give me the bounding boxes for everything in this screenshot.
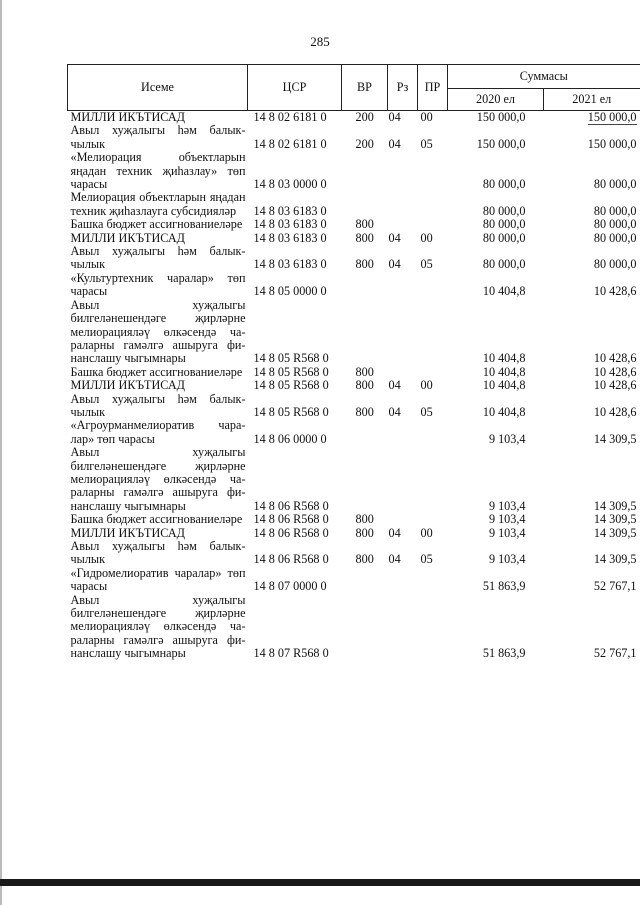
table-row (68, 218, 640, 231)
row-sum-2021 (544, 366, 640, 379)
row-rz: 04 (388, 552, 401, 567)
row-sum-2021-value: 52 767,1 (593, 646, 637, 661)
row-sum-2020-value: 9 103,4 (488, 431, 526, 446)
row-sum-2020 (448, 218, 544, 231)
row-sum-2020-value: 9 103,4 (488, 498, 526, 513)
row-csr: 14 8 05 R568 0 (253, 351, 329, 366)
row-sum-2021-value: 52 767,1 (593, 579, 637, 594)
row-csr: 14 8 03 6183 0 (253, 203, 327, 218)
row-sum-2021 (544, 232, 640, 245)
row-name: Башка бюджет ассигнованиеләре (70, 364, 243, 379)
row-name: МИЛЛИ ИКЪТИСАД (70, 230, 185, 245)
row-sum-2021-value: 14 309,5 (593, 431, 637, 446)
row-pr (418, 513, 448, 526)
row-vr (342, 191, 388, 218)
row-sum-2021 (544, 272, 640, 299)
table-row (68, 272, 640, 299)
row-rz: 04 (388, 230, 401, 245)
row-pr (418, 191, 448, 218)
row-sum-2021 (544, 446, 640, 513)
row-rz (388, 366, 418, 379)
row-sum-2020-value: 80 000,0 (482, 217, 526, 232)
row-sum-2020 (448, 594, 544, 661)
row-sum-2021 (544, 191, 640, 218)
row-sum-2020-value: 10 404,8 (482, 351, 526, 366)
table-row (68, 540, 640, 567)
row-sum-2021-value: 14 309,5 (593, 512, 637, 527)
row-sum-2021-value: 14 309,5 (593, 552, 637, 567)
table-row (68, 594, 640, 661)
row-sum-2021 (544, 567, 640, 594)
row-sum-2020-value: 80 000,0 (482, 230, 526, 245)
row-pr (418, 272, 448, 299)
row-vr: 200 (342, 111, 388, 125)
row-pr (418, 218, 448, 231)
scan-bottom-edge (0, 879, 640, 886)
row-sum-2021 (544, 393, 640, 420)
row-rz (388, 191, 418, 218)
row-rz (388, 299, 418, 366)
row-sum-2020-value: 80 000,0 (482, 203, 526, 218)
row-vr: 200 (355, 136, 374, 151)
row-sum-2021-value: 150 000,0 (587, 136, 637, 151)
row-vr (342, 272, 388, 299)
row-sum-2020 (448, 151, 544, 191)
row-vr: 800 (355, 525, 374, 540)
row-sum-2020 (448, 272, 544, 299)
row-rz (388, 419, 418, 446)
table-header (68, 65, 640, 111)
row-sum-2021-value: 10 428,6 (593, 364, 637, 379)
row-csr: 14 8 06 R568 0 (253, 525, 329, 540)
row-sum-2021 (544, 245, 640, 272)
row-sum-2020-value: 80 000,0 (482, 177, 526, 192)
budget-table (67, 64, 640, 661)
row-csr: 14 8 06 0000 0 (253, 431, 327, 446)
row-csr: 14 8 02 6181 0 (253, 136, 327, 151)
row-sum-2020 (448, 299, 544, 366)
table-row (68, 379, 640, 392)
row-sum-2020-value: 9 103,4 (488, 525, 526, 540)
row-name: Авыл хуҗалыгы һәм балык-чылык (70, 244, 246, 272)
row-sum-2020 (448, 124, 544, 151)
row-csr: 14 8 03 6183 0 (253, 217, 327, 232)
row-sum-2020 (448, 419, 544, 446)
row-sum-2020 (448, 513, 544, 526)
row-rz (388, 594, 418, 661)
row-sum-2021 (544, 218, 640, 231)
row-rz (388, 218, 418, 231)
table-row (68, 567, 640, 594)
row-sum-2021 (544, 513, 640, 526)
scan-edge (0, 0, 2, 905)
row-csr: 14 8 05 R568 0 (253, 404, 329, 419)
row-rz (388, 567, 418, 594)
row-pr: 05 (420, 257, 433, 272)
row-name: Авыл хуҗалыгы билгеләнешендәге җирләрне мелиорацияләү өлкәсендә ча-раларны гамәлгә ашыруга фи-нанслашу чыгымнары (70, 297, 246, 366)
row-sum-2021 (544, 540, 640, 567)
row-name: Башка бюджет ассигнованиеләре (70, 217, 243, 232)
row-sum-2020 (448, 393, 544, 420)
row-rz: 04 (388, 378, 401, 393)
row-pr (418, 151, 448, 191)
row-sum-2021 (544, 419, 640, 446)
row-pr: 05 (420, 552, 433, 567)
row-sum-2021-value: 10 428,6 (593, 284, 637, 299)
row-vr: 800 (355, 230, 374, 245)
row-sum-2020-value: 80 000,0 (482, 257, 526, 272)
row-rz: 04 (388, 525, 401, 540)
row-sum-2020-value: 150 000,0 (476, 136, 526, 151)
row-sum-2020 (448, 527, 544, 540)
row-sum-2021-value: 80 000,0 (593, 257, 637, 272)
row-csr: 14 8 05 0000 0 (253, 284, 327, 299)
row-vr: 800 (355, 404, 374, 419)
table-row (68, 151, 640, 191)
row-sum-2021-value: 10 428,6 (593, 378, 637, 393)
row-name: Авыл хуҗалыгы һәм балык-чылык (70, 391, 246, 419)
row-rz: 04 (388, 136, 401, 151)
table-row (68, 111, 640, 125)
row-csr: 14 8 03 0000 0 (253, 177, 327, 192)
table-row (68, 446, 640, 513)
row-sum-2021 (544, 124, 640, 151)
table-row (68, 191, 640, 218)
row-sum-2021 (544, 527, 640, 540)
row-sum-2021 (544, 594, 640, 661)
row-pr: 05 (420, 404, 433, 419)
row-vr: 800 (355, 378, 374, 393)
row-vr: 800 (355, 217, 374, 232)
row-name: Авыл хуҗалыгы билгеләнешендәге җирләрне мелиорацияләү өлкәсендә ча-раларны гамәлгә ашыруга фи-нанслашу чыгымнары (70, 445, 246, 513)
header-year-2021: 2021 ел (544, 89, 640, 111)
row-sum-2020-value: 10 404,8 (482, 284, 526, 299)
row-pr (418, 567, 448, 594)
row-pr: 05 (420, 136, 433, 151)
row-sum-2021-value: 80 000,0 (593, 177, 637, 192)
row-sum-2021-value: 80 000,0 (593, 230, 637, 245)
row-sum-2021-value: 150 000,0 (587, 110, 637, 124)
table-row (68, 366, 640, 379)
row-sum-2020 (448, 111, 544, 125)
page-number: 285 (310, 34, 330, 49)
row-name: МИЛЛИ ИКЪТИСАД (70, 525, 185, 540)
row-name: «Агроурманмелиоратив чара-лар» төп чарасы (70, 418, 246, 446)
row-sum-2021-value: 10 428,6 (593, 351, 637, 366)
row-vr: 800 (355, 552, 374, 567)
row-name: «Гидромелиоратив чаралар» төп чарасы (70, 565, 246, 594)
row-pr: 00 (420, 230, 433, 245)
table-row (68, 513, 640, 526)
table-row (68, 232, 640, 245)
row-vr (342, 151, 388, 191)
row-sum-2021-value: 14 309,5 (593, 525, 637, 540)
row-pr (418, 594, 448, 661)
row-pr (418, 366, 448, 379)
row-pr (418, 299, 448, 366)
row-sum-2020-value: 51 863,9 (482, 579, 526, 594)
row-sum-2020 (448, 232, 544, 245)
row-sum-2020 (448, 366, 544, 379)
row-name: МИЛЛИ ИКЪТИСАД (68, 111, 248, 125)
row-vr (342, 567, 388, 594)
row-sum-2020 (448, 191, 544, 218)
header-sums: Суммасы (448, 65, 640, 89)
row-csr: 14 8 06 R568 0 (253, 512, 329, 527)
header-rz: Рз (388, 65, 418, 111)
row-sum-2021-value: 14 309,5 (593, 498, 637, 513)
row-sum-2020-value: 9 103,4 (488, 552, 526, 567)
row-pr: 00 (420, 378, 433, 393)
row-csr: 14 8 06 R568 0 (253, 552, 329, 567)
row-csr: 14 8 07 R568 0 (253, 646, 329, 661)
row-sum-2020-value: 10 404,8 (482, 378, 526, 393)
row-name: Мелиорация объектларын яңадан техник җиһазлауга субсидияләр (70, 190, 246, 218)
row-rz (388, 272, 418, 299)
row-sum-2021 (544, 379, 640, 392)
header-year-2020: 2020 ел (448, 89, 544, 111)
row-name: «Мелиорация объектларын яңадан техник җиһазлау» төп чарасы (70, 150, 246, 192)
row-vr: 800 (355, 364, 374, 379)
row-vr (342, 419, 388, 446)
header-csr: ЦСР (248, 65, 342, 111)
table-row (68, 527, 640, 540)
table-row (68, 299, 640, 366)
table-row (68, 393, 640, 420)
row-csr: 14 8 06 R568 0 (253, 498, 329, 513)
row-sum-2020 (448, 567, 544, 594)
row-vr: 800 (355, 512, 374, 527)
row-csr: 14 8 02 6181 0 (248, 111, 342, 125)
row-pr: 00 (420, 525, 433, 540)
row-name: Авыл хуҗалыгы һәм балык-чылык (70, 123, 246, 151)
row-vr (342, 446, 388, 513)
row-sum-2021-value: 10 428,6 (593, 404, 637, 419)
row-vr: 800 (355, 257, 374, 272)
row-csr: 14 8 05 R568 0 (253, 364, 329, 379)
row-name: Авыл хуҗалыгы билгеләнешендәге җирләрне мелиорацияләү өлкәсендә ча-раларны гамәлгә ашыруга фи-нанслашу чыгымнары (70, 592, 246, 661)
row-pr: 00 (418, 111, 448, 125)
row-vr (342, 594, 388, 661)
row-sum-2020 (448, 245, 544, 272)
row-sum-2021 (544, 111, 640, 125)
row-rz: 04 (388, 404, 401, 419)
table-row (68, 419, 640, 446)
row-sum-2020-value: 9 103,4 (488, 512, 526, 527)
table-body (68, 111, 640, 661)
row-sum-2021 (544, 151, 640, 191)
row-pr (418, 446, 448, 513)
row-sum-2021-value: 80 000,0 (593, 203, 637, 218)
row-sum-2020 (448, 379, 544, 392)
table-row (68, 124, 640, 151)
row-csr: 14 8 05 R568 0 (253, 378, 329, 393)
row-rz: 04 (388, 257, 401, 272)
row-rz (388, 151, 418, 191)
row-csr: 14 8 03 6183 0 (253, 257, 327, 272)
row-csr: 14 8 07 0000 0 (253, 579, 327, 594)
row-sum-2020-value: 51 863,9 (482, 646, 526, 661)
row-name: «Культуртехник чаралар» төп чарасы (70, 270, 246, 299)
row-name: Авыл хуҗалыгы һәм балык-чылык (70, 539, 246, 567)
row-vr (342, 299, 388, 366)
row-name: Башка бюджет ассигнованиеләре (70, 512, 243, 527)
row-name: МИЛЛИ ИКЪТИСАД (70, 378, 185, 393)
header-vr: ВР (342, 65, 388, 111)
row-sum-2020 (448, 540, 544, 567)
row-pr (418, 419, 448, 446)
row-sum-2020 (448, 446, 544, 513)
header-name: Исеме (68, 65, 248, 111)
row-sum-2020-value: 150 000,0 (476, 110, 526, 124)
row-rz (388, 446, 418, 513)
row-rz (388, 513, 418, 526)
row-sum-2021 (544, 299, 640, 366)
row-sum-2020-value: 10 404,8 (482, 404, 526, 419)
table-row (68, 245, 640, 272)
row-rz: 04 (388, 111, 418, 125)
row-sum-2021-value: 80 000,0 (593, 217, 637, 232)
header-pr: ПР (418, 65, 448, 111)
row-sum-2020-value: 10 404,8 (482, 364, 526, 379)
row-csr: 14 8 03 6183 0 (253, 230, 327, 245)
